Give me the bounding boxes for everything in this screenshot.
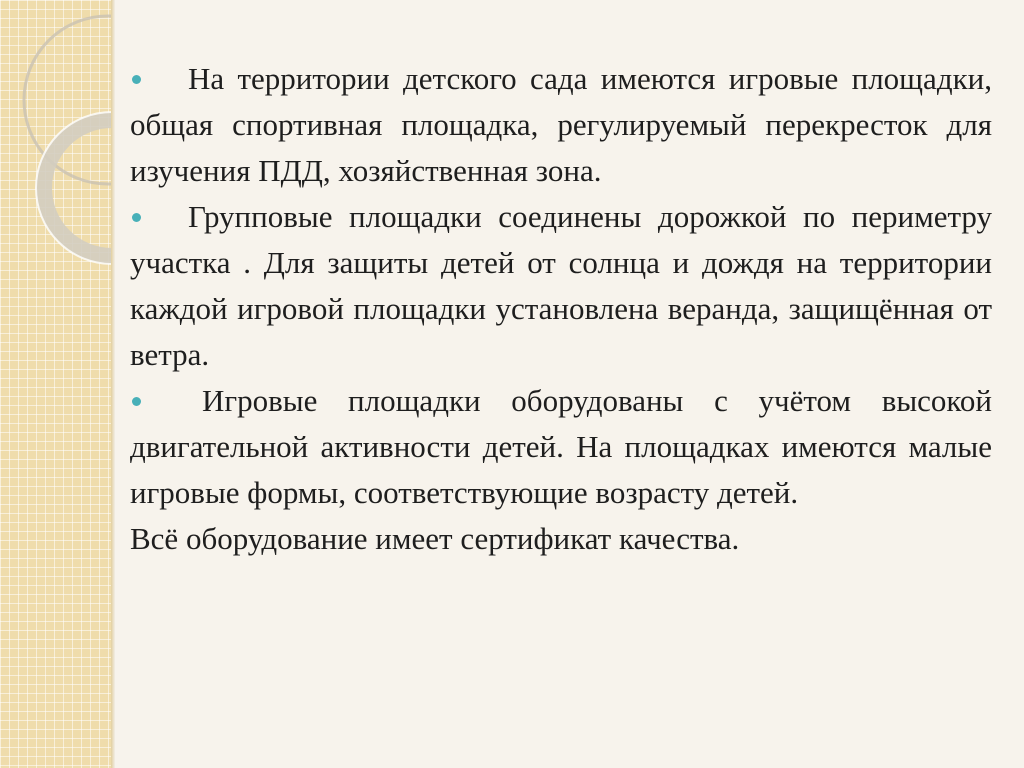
bullet-item [130,56,992,194]
closing-text: Всё оборудование имеет сертификат качества. [130,521,740,556]
bullet-text: Игровые площадки оборудованы с учётом высокой двигательной активности детей. На площадках имеются малые игровые формы, соответствующие возрасту детей. [130,383,992,510]
decorative-rings [0,0,113,768]
bullet-dot-icon [132,397,141,406]
sidebar-divider [111,0,115,768]
bullet-item [130,378,992,516]
decorative-sidebar [0,0,113,768]
bullet-text: На территории детского сада имеются игровые площадки, общая спортивная площадка, регулируемый перекресток для изучения ПДД, хозяйственная зона. [130,61,992,188]
bullet-text: Групповые площадки соединены дорожкой по периметру участка . Для защиты детей от солнца и дождя на территории каждой игровой площадки установлена веранда, защищённая от ветра. [130,199,992,372]
bullet-item [130,194,992,378]
slide-body [130,56,992,562]
bullet-dot-icon [132,75,141,84]
bullet-dot-icon [132,213,141,222]
